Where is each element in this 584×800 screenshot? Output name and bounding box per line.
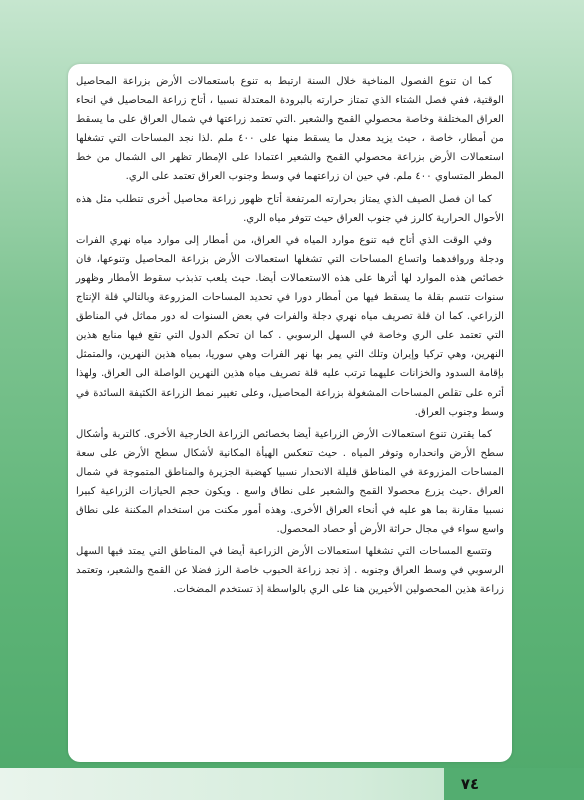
paragraph-5: وتتسع المساحات التي تشغلها استعمالات الأرض الزراعية أيضا في المناطق التي يمتد فيها السهل الرسوبي في وسط العراق وجنوبه . إذ نجد زراعة الحبوب خاصة الرز فضلا عن القمح والشعير، وتعتمد زراعة هذين المحصولين الأخيرين هنا على الري بالواسطة إذ تستخدم المضخات. — [76, 546, 504, 596]
paragraph-4: كما يقترن تنوع استعمالات الأرض الزراعية أيضا بخصائص الزراعة الخارجية الأخرى. كالتربة وأشكال سطح الأرض وانحداره وتوفر المياه . حيث تنعكس الهيأة المكانية لأشكال سطح الأرض على سعة المساحات المزروعة في المناطق قليلة الانحدار نسبيا كهضبة الجزيرة والمناطق المتموجة في شمال العراق .حيث يزرع محصولا القمح والشعير على نطاق واسع . ويكون حجم الحيازات الزراعية كبيرا نسبيا مقارنة بما هو عليه في أنحاء العراق الأخرى. وهذه أمور مكنت من استخدام المكننة على نطاق واسع سواء في مجال حراثة الأرض أو حصاد المحصول. — [76, 428, 504, 536]
page-number: ٧٤ — [460, 775, 480, 793]
body-text — [76, 72, 504, 603]
paragraph-2: كما ان فصل الصيف الذي يمتاز بحرارته المرتفعة أتاح ظهور زراعة محاصيل أخرى تتطلب مثل هذه الأحوال الحرارية كالرز في جنوب العراق حيث تتوفر مياه الري. — [76, 193, 504, 224]
footer-bar — [0, 768, 584, 800]
paragraph-3: وفي الوقت الذي أتاح فيه تنوع موارد المياه في العراق، من أمطار إلى موارد مياه نهري الفرات ودجلة وروافدهما واتساع المساحات التي تشغلها استعمالات الأرض بزراعة المحاصيل وتنوعها، فان خصائص هذه الموارد لها أثرها على هذه الاستعمالات أيضا. حيث يلعب تذبذب سقوط الأمطار وظهور سنوات تتسم بقلة ما يسقط فيها من أمطار دورا في تحديد المساحات المزروعة وبالتالي قلة الإنتاج الزراعي. كما ان قلة تصريف مياه نهري دجلة والفرات في بعض السنوات له دور مماثل في المناطق التي تعتمد على الري وخاصة في السهل الرسوبي . كما ان تحكم الدول التي تقع فيها منابع هذين النهرين، وهي تركيا وإيران وتلك التي يمر بها نهر الفرات وهي سوريا، بمياه هذين النهرين، والمتمثل بإقامة السدود والخزانات عليهما ترتب عليه قلة تصريف مياه هذين النهرين الواصلة الى العراق. ولهذا أثره على تقلص المساحات المشغولة بزراعة المحاصيل، وعلى تغيير نمط الزراعة الكثيفة السائدة في وسط وجنوب العراق. — [76, 234, 504, 418]
paragraph-1: كما ان تنوع الفصول المناخية خلال السنة ارتبط به تنوع باستعمالات الأرض بزراعة المحاصيل الوقتية، ففي فصل الشتاء الذي تمتاز حرارته بالبرودة المعتدلة نسبيا ، أتاح زراعة المحاصيل في انحاء العراق المختلفة وخاصة محصولي القمح والشعير .التي تعتمد زراعتها في شمال العراق على ما يسقط من أمطار، خاصة ، حيث يزيد معدل ما يسقط منها على ٤٠٠ ملم .لذا نجد المساحات التي تشغلها استعمالات الأرض بزراعة محصولي القمح والشعير اعتمادا على الإمطار تظهر الى الشمال من خط المطر المتساوي ٤٠٠ ملم. في حين ان زراعتهما في وسط وجنوب العراق تعتمد على الري. — [76, 76, 504, 183]
